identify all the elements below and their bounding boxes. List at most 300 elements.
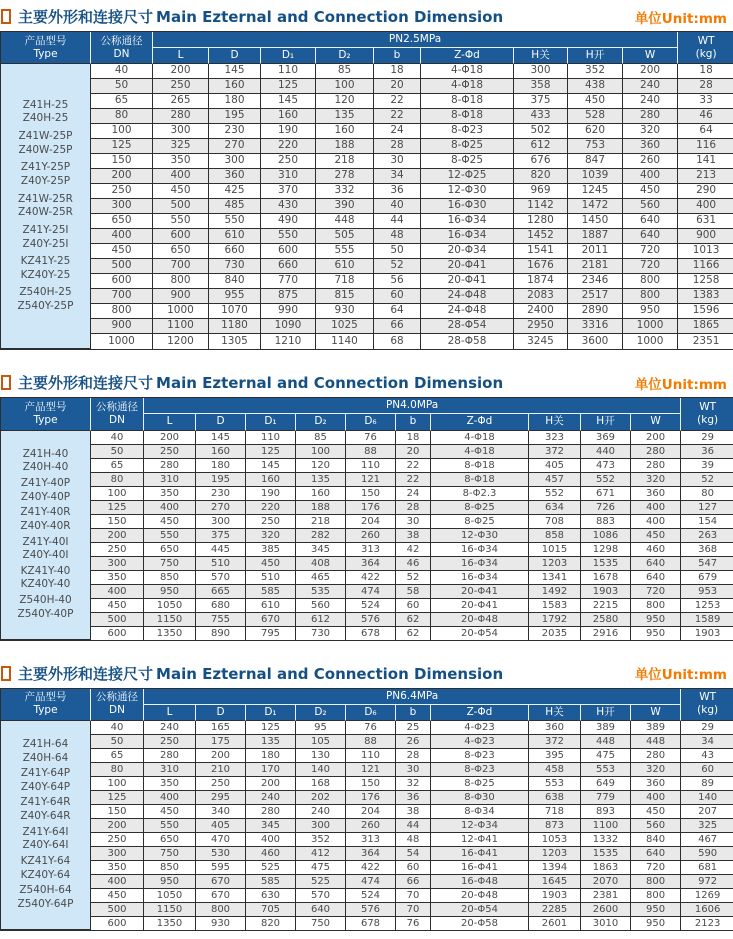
value-cell: 4-Φ18 <box>431 431 529 445</box>
section-header <box>0 372 733 397</box>
value-cell: 550 <box>209 214 261 229</box>
value-cell: 240 <box>296 805 346 819</box>
col-header-dim: H开 <box>581 414 631 430</box>
value-cell: 2123 <box>681 917 733 930</box>
col-header-dim: D₂ <box>316 48 374 64</box>
value-cell: 240 <box>246 791 296 805</box>
type-label: Z540H-64 <box>19 884 72 897</box>
value-cell: 180 <box>196 459 246 473</box>
value-cell: 610 <box>316 259 374 274</box>
value-cell: 320 <box>631 763 681 777</box>
dn-cell: 500 <box>91 903 144 917</box>
table-row <box>1 214 733 229</box>
value-cell: 200 <box>246 777 296 791</box>
value-cell: 1280 <box>514 214 568 229</box>
value-cell: 220 <box>261 139 316 154</box>
dn-cell: 350 <box>91 571 144 585</box>
dn-cell: 450 <box>91 599 144 613</box>
table-row <box>1 585 733 599</box>
value-cell: 1090 <box>261 319 316 334</box>
value-cell: 135 <box>316 109 374 124</box>
dn-cell: 600 <box>91 627 144 640</box>
col-header-dn <box>91 32 153 64</box>
value-cell: 100 <box>296 445 346 459</box>
value-cell: 2181 <box>568 259 623 274</box>
value-cell: 12-Φ25 <box>421 169 514 184</box>
value-cell: 4-Φ18 <box>421 79 514 94</box>
type-label: KZ41Y-64 <box>20 855 71 868</box>
value-cell: 400 <box>153 169 209 184</box>
value-cell: 130 <box>296 749 346 763</box>
value-cell: 352 <box>568 64 623 79</box>
value-cell: 250 <box>153 79 209 94</box>
value-cell: 121 <box>346 473 396 487</box>
type-label: Z540Y-25P <box>17 300 74 313</box>
value-cell: 43 <box>681 749 733 763</box>
section-title-zh: 主要外形和连接尺寸 <box>18 8 154 26</box>
type-label: Z41Y-25P <box>20 161 71 174</box>
value-cell: 640 <box>623 229 678 244</box>
value-cell: 400 <box>631 501 681 515</box>
col-header-dn-zh: 公称通径 <box>100 34 143 47</box>
value-cell: 640 <box>631 571 681 585</box>
value-cell: 52 <box>374 259 421 274</box>
value-cell: 1450 <box>568 214 623 229</box>
value-cell: 750 <box>144 557 196 571</box>
value-cell: 368 <box>681 543 733 557</box>
section-pn2-5 <box>0 6 733 350</box>
value-cell: 20 <box>396 445 431 459</box>
value-cell: 1200 <box>153 334 209 349</box>
value-cell: 950 <box>631 613 681 627</box>
table-row <box>1 445 733 459</box>
table-row <box>1 875 733 889</box>
value-cell: 612 <box>296 613 346 627</box>
section-title-en: Main Ezternal and Connection Dimension <box>156 664 504 683</box>
value-cell: 135 <box>296 473 346 487</box>
value-cell: 930 <box>196 917 246 930</box>
value-cell: 755 <box>196 613 246 627</box>
col-header-wt-label: WT <box>699 400 717 413</box>
table-row <box>1 557 733 571</box>
value-cell: 8-Φ18 <box>421 94 514 109</box>
value-cell: 560 <box>631 819 681 833</box>
table-row <box>1 791 733 805</box>
value-cell: 405 <box>529 459 581 473</box>
value-cell: 176 <box>346 501 396 515</box>
value-cell: 930 <box>316 304 374 319</box>
table-row <box>1 721 733 735</box>
value-cell: 200 <box>623 64 678 79</box>
value-cell: 280 <box>144 749 196 763</box>
value-cell: 60 <box>396 861 431 875</box>
table-row <box>1 304 733 319</box>
value-cell: 250 <box>196 777 246 791</box>
value-cell: 448 <box>581 735 631 749</box>
value-cell: 705 <box>246 903 296 917</box>
type-label: Z40H-40 <box>22 461 69 474</box>
value-cell: 125 <box>246 721 296 735</box>
unit-label: 单位Unit:mm <box>634 667 727 683</box>
value-cell: 634 <box>529 501 581 515</box>
value-cell: 20-Φ48 <box>431 889 529 903</box>
value-cell: 800 <box>631 889 681 903</box>
value-cell: 310 <box>144 763 196 777</box>
value-cell: 1492 <box>529 585 581 599</box>
value-cell: 145 <box>209 64 261 79</box>
value-cell: 510 <box>196 557 246 571</box>
value-cell: 553 <box>581 763 631 777</box>
value-cell: 550 <box>144 529 196 543</box>
type-column-cell <box>1 721 91 930</box>
dn-cell: 700 <box>91 289 153 304</box>
value-cell: 360 <box>209 169 261 184</box>
value-cell: 22 <box>374 109 421 124</box>
value-cell: 325 <box>681 819 733 833</box>
value-cell: 360 <box>631 777 681 791</box>
value-cell: 400 <box>144 501 196 515</box>
value-cell: 230 <box>209 124 261 139</box>
value-cell: 200 <box>153 64 209 79</box>
col-header-dn-en: DN <box>113 47 130 60</box>
value-cell: 450 <box>144 515 196 529</box>
value-cell: 3245 <box>514 334 568 349</box>
value-cell: 800 <box>623 274 678 289</box>
value-cell: 282 <box>296 529 346 543</box>
value-cell: 800 <box>153 274 209 289</box>
value-cell: 1903 <box>681 627 733 640</box>
type-label: Z540Y-64P <box>17 897 74 910</box>
value-cell: 576 <box>346 613 396 627</box>
value-cell: 58 <box>396 585 431 599</box>
value-cell: 467 <box>681 833 733 847</box>
value-cell: 1166 <box>678 259 733 274</box>
value-cell: 585 <box>246 585 296 599</box>
value-cell: 1350 <box>144 917 196 930</box>
table-row <box>1 777 733 791</box>
value-cell: 858 <box>529 529 581 543</box>
value-cell: 2381 <box>581 889 631 903</box>
value-cell: 110 <box>246 431 296 445</box>
table-row <box>1 139 733 154</box>
value-cell: 350 <box>144 777 196 791</box>
dimension-table-wrap <box>0 688 733 931</box>
value-cell: 1053 <box>529 833 581 847</box>
value-cell: 352 <box>296 833 346 847</box>
value-cell: 8-Φ25 <box>431 515 529 529</box>
table-row <box>1 184 733 199</box>
value-cell: 1015 <box>529 543 581 557</box>
value-cell: 38 <box>396 529 431 543</box>
type-label: Z40W-25R <box>18 206 73 219</box>
table-row <box>1 274 733 289</box>
value-cell: 448 <box>631 735 681 749</box>
value-cell: 1100 <box>153 319 209 334</box>
value-cell: 240 <box>144 721 196 735</box>
value-cell: 400 <box>144 791 196 805</box>
dn-cell: 650 <box>91 214 153 229</box>
section-title <box>18 6 506 27</box>
section-title <box>18 372 506 393</box>
col-header-wt-label: WT <box>699 691 717 703</box>
value-cell: 278 <box>316 169 374 184</box>
value-cell: 485 <box>209 199 261 214</box>
value-cell: 270 <box>209 139 261 154</box>
value-cell: 750 <box>296 917 346 930</box>
value-cell: 8-Φ25 <box>431 501 529 515</box>
value-cell: 422 <box>346 861 396 875</box>
value-cell: 150 <box>346 777 396 791</box>
value-cell: 815 <box>316 289 374 304</box>
value-cell: 358 <box>514 79 568 94</box>
value-cell: 24-Φ48 <box>421 304 514 319</box>
value-cell: 524 <box>346 599 396 613</box>
value-cell: 372 <box>529 445 581 459</box>
value-cell: 4-Φ18 <box>431 445 529 459</box>
value-cell: 325 <box>153 139 209 154</box>
col-header-type <box>1 398 91 430</box>
dn-cell: 80 <box>91 763 144 777</box>
value-cell: 350 <box>144 487 196 501</box>
col-header-type-zh: 产品型号 <box>24 34 67 47</box>
table-row <box>1 847 733 861</box>
value-cell: 218 <box>316 154 374 169</box>
table-row <box>1 289 733 304</box>
type-label: Z41Y-40R <box>20 506 71 519</box>
value-cell: 389 <box>631 721 681 735</box>
value-cell: 3010 <box>581 917 631 930</box>
table-row <box>1 473 733 487</box>
dn-cell: 100 <box>91 777 144 791</box>
value-cell: 28 <box>396 749 431 763</box>
value-cell: 631 <box>678 214 733 229</box>
value-cell: 2890 <box>568 304 623 319</box>
value-cell: 145 <box>261 94 316 109</box>
value-cell: 450 <box>153 184 209 199</box>
value-cell: 433 <box>514 109 568 124</box>
value-cell: 270 <box>196 501 246 515</box>
value-cell: 300 <box>296 819 346 833</box>
value-cell: 260 <box>346 529 396 543</box>
col-header-wt <box>678 32 733 64</box>
value-cell: 873 <box>529 819 581 833</box>
value-cell: 640 <box>623 214 678 229</box>
col-header-dim: D₂ <box>296 705 346 721</box>
value-cell: 54 <box>396 847 431 861</box>
value-cell: 260 <box>346 819 396 833</box>
col-header-wt <box>681 398 733 430</box>
value-cell: 20-Φ34 <box>421 244 514 259</box>
value-cell: 76 <box>346 431 396 445</box>
value-cell: 440 <box>581 445 631 459</box>
table-row <box>1 431 733 445</box>
value-cell: 18 <box>374 64 421 79</box>
dn-cell: 150 <box>91 805 144 819</box>
value-cell: 438 <box>568 79 623 94</box>
value-cell: 280 <box>631 749 681 763</box>
value-cell: 8-Φ18 <box>431 459 529 473</box>
value-cell: 670 <box>196 889 246 903</box>
value-cell: 990 <box>261 304 316 319</box>
type-label: Z41Y-64P <box>20 767 71 780</box>
table-row <box>1 79 733 94</box>
dn-cell: 80 <box>91 473 144 487</box>
value-cell: 165 <box>196 721 246 735</box>
col-header-dim: D <box>196 705 246 721</box>
type-label: Z540H-40 <box>19 594 72 607</box>
value-cell: 800 <box>631 599 681 613</box>
value-cell: 70 <box>396 903 431 917</box>
type-label: Z41Y-64I <box>22 825 69 838</box>
type-label: Z41Y-40P <box>20 476 71 489</box>
value-cell: 100 <box>316 79 374 94</box>
value-cell: 4-Φ23 <box>431 735 529 749</box>
value-cell: 36 <box>396 791 431 805</box>
type-label: Z41Y-25I <box>22 223 69 236</box>
dn-cell: 50 <box>91 735 144 749</box>
value-cell: 400 <box>631 515 681 529</box>
dn-cell: 250 <box>91 184 153 199</box>
value-cell: 150 <box>346 487 396 501</box>
value-cell: 640 <box>631 847 681 861</box>
value-cell: 12-Φ34 <box>431 819 529 833</box>
type-label: Z41H-25 <box>22 98 69 111</box>
value-cell: 32 <box>396 777 431 791</box>
value-cell: 60 <box>396 599 431 613</box>
value-cell: 16-Φ41 <box>431 847 529 861</box>
value-cell: 125 <box>261 79 316 94</box>
value-cell: 85 <box>316 64 374 79</box>
value-cell: 20-Φ54 <box>431 627 529 640</box>
value-cell: 210 <box>196 763 246 777</box>
value-cell: 1350 <box>144 627 196 640</box>
col-header-dim: H关 <box>514 48 568 64</box>
section-header <box>0 663 733 688</box>
value-cell: 20-Φ48 <box>431 613 529 627</box>
value-cell: 20-Φ41 <box>421 274 514 289</box>
value-cell: 8-Φ23 <box>431 749 529 763</box>
value-cell: 405 <box>196 819 246 833</box>
value-cell: 48 <box>396 833 431 847</box>
value-cell: 89 <box>681 777 733 791</box>
value-cell: 718 <box>529 805 581 819</box>
table-row <box>1 749 733 763</box>
value-cell: 553 <box>529 777 581 791</box>
value-cell: 375 <box>196 529 246 543</box>
value-cell: 950 <box>631 903 681 917</box>
value-cell: 750 <box>144 847 196 861</box>
value-cell: 4-Φ23 <box>431 721 529 735</box>
col-header-dn-en: DN <box>109 413 125 426</box>
value-cell: 3600 <box>568 334 623 349</box>
value-cell: 900 <box>678 229 733 244</box>
dn-cell: 250 <box>91 543 144 557</box>
type-label: KZ40Y-64 <box>20 868 71 881</box>
value-cell: 2351 <box>678 334 733 349</box>
value-cell: 800 <box>196 903 246 917</box>
value-cell: 640 <box>631 557 681 571</box>
dn-cell: 40 <box>91 64 153 79</box>
value-cell: 450 <box>623 184 678 199</box>
col-header-dim: Z-Φd <box>421 48 514 64</box>
value-cell: 12-Φ30 <box>431 529 529 543</box>
value-cell: 460 <box>246 847 296 861</box>
value-cell: 3316 <box>568 319 623 334</box>
value-cell: 110 <box>261 64 316 79</box>
col-header-dim: D₁ <box>246 414 296 430</box>
table-row <box>1 571 733 585</box>
value-cell: 66 <box>396 875 431 889</box>
value-cell: 638 <box>529 791 581 805</box>
value-cell: 116 <box>678 139 733 154</box>
value-cell: 900 <box>153 289 209 304</box>
col-header-dim: D₆ <box>346 705 396 721</box>
value-cell: 390 <box>316 199 374 214</box>
value-cell: 70 <box>396 889 431 903</box>
table-row <box>1 259 733 274</box>
type-label: Z40Y-40I <box>22 549 69 562</box>
value-cell: 1086 <box>581 529 631 543</box>
value-cell: 250 <box>144 445 196 459</box>
value-cell: 2601 <box>529 917 581 930</box>
value-cell: 400 <box>246 833 296 847</box>
value-cell: 1535 <box>581 847 631 861</box>
value-cell: 450 <box>631 529 681 543</box>
type-label: Z540H-25 <box>19 286 72 299</box>
value-cell: 850 <box>144 861 196 875</box>
value-cell: 2916 <box>581 627 631 640</box>
value-cell: 950 <box>631 627 681 640</box>
value-cell: 595 <box>196 861 246 875</box>
col-header-wt-label: WT <box>697 34 715 47</box>
value-cell: 8-Φ30 <box>431 791 529 805</box>
table-row <box>1 487 733 501</box>
table-row <box>1 599 733 613</box>
value-cell: 1000 <box>153 304 209 319</box>
value-cell: 720 <box>623 244 678 259</box>
value-cell: 720 <box>623 259 678 274</box>
value-cell: 718 <box>316 274 374 289</box>
value-cell: 1000 <box>623 334 678 349</box>
value-cell: 883 <box>581 515 631 529</box>
dimension-table-pn4-0 <box>1 398 733 639</box>
value-cell: 1070 <box>209 304 261 319</box>
value-cell: 524 <box>346 889 396 903</box>
dn-cell: 100 <box>91 124 153 139</box>
value-cell: 12-Φ30 <box>421 184 514 199</box>
value-cell: 20-Φ54 <box>431 903 529 917</box>
dn-cell: 125 <box>91 139 153 154</box>
dn-cell: 500 <box>91 613 144 627</box>
value-cell: 360 <box>623 139 678 154</box>
col-header-type <box>1 689 91 721</box>
dn-cell: 200 <box>91 819 144 833</box>
value-cell: 2011 <box>568 244 623 259</box>
value-cell: 1039 <box>568 169 623 184</box>
value-cell: 1863 <box>581 861 631 875</box>
section-header <box>0 6 733 31</box>
value-cell: 22 <box>396 473 431 487</box>
value-cell: 630 <box>246 889 296 903</box>
value-cell: 1678 <box>581 571 631 585</box>
value-cell: 475 <box>581 749 631 763</box>
value-cell: 560 <box>296 599 346 613</box>
value-cell: 310 <box>144 473 196 487</box>
value-cell: 44 <box>374 214 421 229</box>
value-cell: 660 <box>209 244 261 259</box>
value-cell: 8-Φ25 <box>431 777 529 791</box>
value-cell: 1596 <box>678 304 733 319</box>
